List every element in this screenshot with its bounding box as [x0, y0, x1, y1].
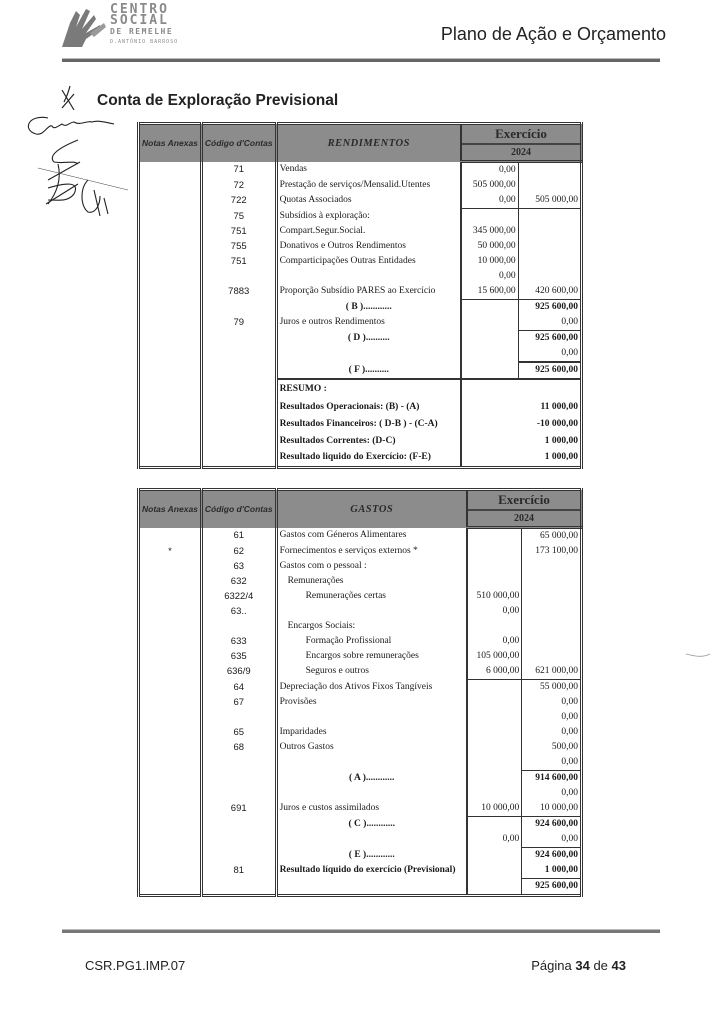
value-total: 0,00 — [522, 725, 582, 740]
description: Fornecimentos e serviços externos * — [276, 544, 467, 559]
code-cell — [201, 450, 276, 467]
table-row — [139, 695, 582, 710]
nota-cell — [139, 528, 202, 545]
table-row — [139, 589, 582, 604]
nota-cell — [139, 416, 202, 433]
value-total: 621 000,00 — [522, 664, 582, 680]
page-sep: de — [593, 958, 608, 973]
resumo-label: Resultados Financeiros: ( D-B ) - (C-A) — [276, 416, 461, 433]
resumo-row — [139, 416, 582, 433]
nota-cell — [139, 178, 202, 193]
table-row — [139, 162, 582, 179]
account-code: 67 — [201, 695, 276, 710]
description: Encargos Sociais: — [276, 619, 467, 634]
logo-line1: CENTRO — [110, 2, 169, 17]
description: Quotas Associados — [276, 193, 461, 209]
value-partial — [467, 574, 522, 589]
value-partial — [467, 619, 522, 634]
value-total: 925 600,00 — [518, 300, 581, 316]
table-row — [139, 528, 582, 545]
value-total: 925 600,00 — [518, 331, 581, 347]
account-code: 68 — [201, 740, 276, 755]
description: Gastos com o pessoal : — [276, 559, 467, 574]
table-row — [139, 649, 582, 664]
description — [276, 346, 461, 362]
nota-cell — [139, 786, 202, 801]
nota-cell — [139, 879, 202, 896]
value-total — [522, 649, 582, 664]
account-code: 632 — [201, 574, 276, 589]
nota-cell — [139, 254, 202, 269]
value-total — [522, 559, 582, 574]
table-row — [139, 254, 582, 269]
value-partial — [467, 817, 522, 833]
header-gastos: GASTOS — [276, 490, 467, 528]
account-code: 751 — [201, 224, 276, 239]
nota-cell — [139, 559, 202, 574]
value-total: 10 000,00 — [522, 801, 582, 817]
table-row — [139, 879, 582, 896]
nota-cell — [139, 740, 202, 755]
value-partial — [461, 300, 518, 316]
description: Gastos com Géneros Alimentares — [276, 528, 467, 545]
nota-cell — [139, 634, 202, 649]
table-row — [139, 362, 582, 379]
footer-page-number — [531, 958, 626, 973]
value-total: 925 600,00 — [522, 879, 582, 896]
value-total — [518, 162, 581, 179]
description: Remunerações — [276, 574, 467, 589]
value-partial — [467, 695, 522, 710]
description: Outros Gastos — [276, 740, 467, 755]
account-code: 691 — [201, 801, 276, 817]
table-row — [139, 193, 582, 209]
account-code: 81 — [201, 863, 276, 879]
value-total: 65 000,00 — [522, 528, 582, 545]
footer-divider — [62, 929, 660, 933]
footer-doc-code: CSR.PG1.IMP.07 — [85, 958, 186, 973]
value-total: 505 000,00 — [518, 193, 581, 209]
value-total: 0,00 — [522, 755, 582, 771]
account-code — [201, 786, 276, 801]
header-rendimentos: RENDIMENTOS — [276, 124, 461, 162]
nota-cell — [139, 162, 202, 179]
code-cell — [201, 379, 276, 399]
value-partial: 510 000,00 — [467, 589, 522, 604]
value-partial — [467, 755, 522, 771]
nota-cell — [139, 649, 202, 664]
table-row — [139, 710, 582, 725]
value-total — [518, 224, 581, 239]
value-partial — [461, 331, 518, 347]
value-partial — [467, 725, 522, 740]
value-partial — [467, 544, 522, 559]
account-code: 635 — [201, 649, 276, 664]
value-total: 0,00 — [518, 346, 581, 362]
resumo-label: Resultados Operacionais: (B) - (A) — [276, 399, 461, 416]
description: ( F ).......... — [276, 362, 461, 379]
account-code — [201, 817, 276, 833]
account-code — [201, 619, 276, 634]
account-code: 62 — [201, 544, 276, 559]
resumo-label: Resultados Correntes: (D-C) — [276, 433, 461, 450]
account-code — [201, 300, 276, 316]
nota-cell — [139, 379, 202, 399]
value-partial — [467, 710, 522, 725]
resumo-row — [139, 450, 582, 467]
description: Formação Profissional — [276, 634, 467, 649]
nota-cell — [139, 817, 202, 833]
header-year: 2024 — [461, 144, 582, 162]
nota-cell — [139, 848, 202, 864]
value-total — [522, 604, 582, 619]
resumo-label: Resultado liquido do Exercício: (F-E) — [276, 450, 461, 467]
account-code: 63.. — [201, 604, 276, 619]
account-code — [201, 771, 276, 787]
description: Donativos e Outros Rendimentos — [276, 239, 461, 254]
header-codigo-contas: Código d'Contas — [201, 124, 276, 162]
nota-cell — [139, 619, 202, 634]
header-exercicio: Exercício — [467, 490, 582, 510]
value-total: 0,00 — [522, 695, 582, 710]
description: Remunerações certas — [276, 589, 467, 604]
value-partial: 0,00 — [461, 162, 518, 179]
nota-cell — [139, 695, 202, 710]
description — [276, 832, 467, 848]
description — [276, 786, 467, 801]
account-code — [201, 362, 276, 379]
resumo-row — [139, 433, 582, 450]
table-row — [139, 755, 582, 771]
description — [276, 879, 467, 896]
nota-cell — [139, 664, 202, 680]
account-code: 751 — [201, 254, 276, 269]
margin-pencil-mark — [684, 640, 714, 670]
value-partial: 10 000,00 — [461, 254, 518, 269]
account-code: 722 — [201, 193, 276, 209]
table-row — [139, 269, 582, 284]
value-partial: 50 000,00 — [461, 239, 518, 254]
account-code: 79 — [201, 315, 276, 331]
table-row — [139, 239, 582, 254]
account-code — [201, 879, 276, 896]
account-code — [201, 269, 276, 284]
account-code: 633 — [201, 634, 276, 649]
value-total — [518, 269, 581, 284]
header-divider — [62, 58, 660, 62]
description: Depreciação dos Ativos Fixos Tangíveis — [276, 680, 467, 696]
rendimentos-table — [137, 122, 583, 469]
description: Comparticipações Outras Entidades — [276, 254, 461, 269]
description: ( C )............ — [276, 817, 467, 833]
description: ( E )............ — [276, 848, 467, 864]
value-total: 925 600,00 — [518, 362, 581, 379]
nota-cell — [139, 680, 202, 696]
value-partial — [467, 771, 522, 787]
value-partial: 0,00 — [467, 634, 522, 649]
resumo-value: 11 000,00 — [461, 399, 582, 416]
value-partial — [467, 863, 522, 879]
header-notas-anexas: Notas Anexas — [139, 124, 202, 162]
header-year: 2024 — [467, 510, 582, 528]
header-exercicio: Exercício — [461, 124, 582, 144]
table-row — [139, 863, 582, 879]
value-partial: 10 000,00 — [467, 801, 522, 817]
nota-cell — [139, 269, 202, 284]
description: Resultado líquido do exercício (Previsional) — [276, 863, 467, 879]
nota-cell — [139, 433, 202, 450]
nota-cell — [139, 284, 202, 300]
value-total: 924 600,00 — [522, 817, 582, 833]
description — [276, 755, 467, 771]
table-row — [139, 725, 582, 740]
description: ( A )............ — [276, 771, 467, 787]
value-total: 420 600,00 — [518, 284, 581, 300]
value-total: 173 100,00 — [522, 544, 582, 559]
table-row — [139, 178, 582, 193]
nota-cell — [139, 300, 202, 316]
value-total: 1 000,00 — [522, 863, 582, 879]
nota-cell — [139, 832, 202, 848]
value-partial: 0,00 — [461, 269, 518, 284]
resumo-title: RESUMO : — [276, 379, 461, 399]
nota-cell — [139, 771, 202, 787]
table-row — [139, 604, 582, 619]
description: Subsídios à exploração: — [276, 209, 461, 225]
value-partial — [467, 740, 522, 755]
value-total — [522, 619, 582, 634]
table-row — [139, 740, 582, 755]
description: Juros e outros Rendimentos — [276, 315, 461, 331]
description: Proporção Subsídio PARES ao Exercício — [276, 284, 461, 300]
description — [276, 710, 467, 725]
logo — [60, 2, 210, 50]
value-partial: 6 000,00 — [467, 664, 522, 680]
value-total — [518, 239, 581, 254]
table-row — [139, 346, 582, 362]
value-partial — [467, 680, 522, 696]
nota-cell — [139, 315, 202, 331]
table-row — [139, 680, 582, 696]
account-code: 75 — [201, 209, 276, 225]
value-partial: 505 000,00 — [461, 178, 518, 193]
table-row — [139, 771, 582, 787]
page-prefix: Página — [531, 958, 572, 973]
account-code: 63 — [201, 559, 276, 574]
code-cell — [201, 416, 276, 433]
table-row — [139, 284, 582, 300]
table-row — [139, 209, 582, 225]
value-partial — [467, 528, 522, 545]
description: Provisões — [276, 695, 467, 710]
nota-cell — [139, 574, 202, 589]
value-total: 0,00 — [518, 315, 581, 331]
account-code — [201, 710, 276, 725]
value-total — [522, 589, 582, 604]
value-partial — [467, 786, 522, 801]
value-total — [518, 178, 581, 193]
description — [276, 604, 467, 619]
value-partial — [467, 848, 522, 864]
account-code: 65 — [201, 725, 276, 740]
value-partial: 105 000,00 — [467, 649, 522, 664]
value-partial: 0,00 — [461, 193, 518, 209]
value-total — [522, 634, 582, 649]
nota-cell — [139, 604, 202, 619]
account-code: 72 — [201, 178, 276, 193]
description: Compart.Segur.Social. — [276, 224, 461, 239]
value-total: 924 600,00 — [522, 848, 582, 864]
table-row — [139, 331, 582, 347]
nota-cell — [139, 346, 202, 362]
resumo-value: 1 000,00 — [461, 450, 582, 467]
nota-cell — [139, 331, 202, 347]
nota-cell — [139, 239, 202, 254]
code-cell — [201, 433, 276, 450]
nota-cell — [139, 801, 202, 817]
nota-cell — [139, 224, 202, 239]
value-partial: 0,00 — [467, 604, 522, 619]
account-code — [201, 755, 276, 771]
description: Prestação de serviços/Mensalid.Utentes — [276, 178, 461, 193]
value-partial — [461, 209, 518, 225]
description: Encargos sobre remunerações — [276, 649, 467, 664]
account-code: 71 — [201, 162, 276, 179]
resumo-value: 1 000,00 — [461, 433, 582, 450]
account-code: 6322/4 — [201, 589, 276, 604]
table-row — [139, 559, 582, 574]
account-code — [201, 832, 276, 848]
table-row — [139, 664, 582, 680]
value-partial — [467, 559, 522, 574]
table-row — [139, 786, 582, 801]
table-row — [139, 300, 582, 316]
nota-cell — [139, 209, 202, 225]
resumo-row — [139, 399, 582, 416]
nota-cell — [139, 399, 202, 416]
account-code: 64 — [201, 680, 276, 696]
nota-cell — [139, 450, 202, 467]
account-code: 7883 — [201, 284, 276, 300]
table-row — [139, 634, 582, 649]
resumo-row — [139, 379, 582, 399]
logo-hands-icon — [60, 3, 108, 49]
description: ( D ).......... — [276, 331, 461, 347]
header-codigo-contas: Código d'Contas — [201, 490, 276, 528]
value-partial: 0,00 — [467, 832, 522, 848]
table-row — [139, 832, 582, 848]
nota-cell — [139, 863, 202, 879]
account-code — [201, 331, 276, 347]
value-partial: 15 600,00 — [461, 284, 518, 300]
value-total: 0,00 — [522, 710, 582, 725]
nota-cell — [139, 193, 202, 209]
value-partial — [461, 362, 518, 379]
value-total: 914 600,00 — [522, 771, 582, 787]
description: Imparidades — [276, 725, 467, 740]
account-code: 755 — [201, 239, 276, 254]
description: Vendas — [276, 162, 461, 179]
value-partial — [467, 879, 522, 896]
value-partial: 345 000,00 — [461, 224, 518, 239]
table-row — [139, 801, 582, 817]
nota-cell: * — [139, 544, 202, 559]
value-partial — [461, 315, 518, 331]
table-row — [139, 619, 582, 634]
description: Juros e custos assimilados — [276, 801, 467, 817]
logo-line4: D.ANTÓNIO BARROSO — [110, 39, 179, 45]
nota-cell — [139, 725, 202, 740]
description: Seguros e outros — [276, 664, 467, 680]
value-total — [518, 209, 581, 225]
nota-cell — [139, 755, 202, 771]
page-total: 43 — [611, 958, 626, 973]
table-row — [139, 544, 582, 559]
resumo-value: -10 000,00 — [461, 416, 582, 433]
resumo-value — [461, 379, 582, 399]
header-title: Plano de Ação e Orçamento — [440, 24, 666, 44]
description: ( B )............ — [276, 300, 461, 316]
account-code: 636/9 — [201, 664, 276, 680]
logo-line2: SOCIAL — [110, 13, 169, 28]
value-total: 500,00 — [522, 740, 582, 755]
section-title: Conta de Exploração Previsional — [97, 92, 339, 109]
value-total: 0,00 — [522, 832, 582, 848]
value-total: 55 000,00 — [522, 680, 582, 696]
code-cell — [201, 399, 276, 416]
nota-cell — [139, 589, 202, 604]
account-code: 61 — [201, 528, 276, 545]
header-notas-anexas: Notas Anexas — [139, 490, 202, 528]
nota-cell — [139, 710, 202, 725]
value-total: 0,00 — [522, 786, 582, 801]
value-total — [518, 254, 581, 269]
table-row — [139, 574, 582, 589]
table-row — [139, 224, 582, 239]
description — [276, 269, 461, 284]
account-code — [201, 346, 276, 362]
page-current: 34 — [575, 958, 590, 973]
value-partial — [461, 346, 518, 362]
table-row — [139, 315, 582, 331]
gastos-table — [137, 488, 583, 897]
value-total — [522, 574, 582, 589]
table-row — [139, 817, 582, 833]
account-code — [201, 848, 276, 864]
table-row — [139, 848, 582, 864]
logo-line3: DE REMELHE — [110, 27, 174, 36]
nota-cell — [139, 362, 202, 379]
